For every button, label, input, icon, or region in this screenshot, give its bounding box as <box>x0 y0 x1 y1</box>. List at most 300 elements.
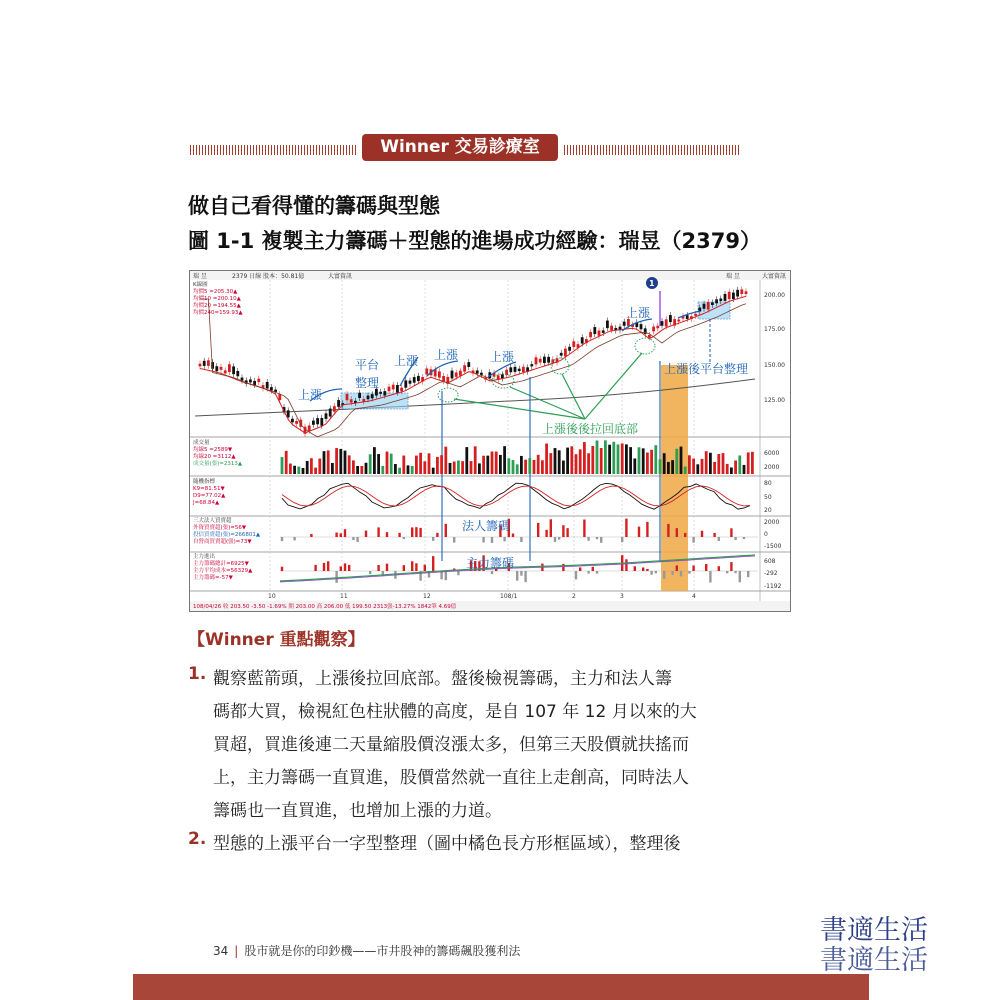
candle <box>329 409 332 417</box>
volume-bar <box>575 454 578 474</box>
main-force-bar <box>340 566 342 571</box>
main-force-bar <box>411 561 413 571</box>
watermark-2: 書適生活 <box>820 945 928 976</box>
orange-highlight-zone <box>661 365 688 591</box>
stock-chart-svg <box>190 271 790 611</box>
page-footer <box>213 942 520 959</box>
x-axis-3: 3 <box>620 593 624 600</box>
x-axis-108-1: 108/1 <box>500 593 518 600</box>
volume-bar <box>377 454 380 474</box>
candle <box>220 367 223 370</box>
institutional-bar <box>545 530 547 537</box>
main-force-bar <box>424 565 426 571</box>
institutional-bar <box>310 534 312 537</box>
institutional-bar <box>734 537 736 540</box>
institutional-bar <box>453 537 455 543</box>
ma-legend-3: 均價20 =194.55▲ <box>193 303 241 309</box>
pullback-circle-4 <box>635 338 655 354</box>
main-axis-neg1192: -1192 <box>764 583 782 590</box>
candle <box>560 353 563 356</box>
volume-bar <box>356 466 359 474</box>
inst-legend-3: 自營商買賣超(張)=73▼ <box>193 539 252 545</box>
volume-bar <box>314 468 317 474</box>
volume-bar <box>365 463 368 474</box>
candle <box>274 390 277 392</box>
volume-bar <box>285 451 288 474</box>
institutional-bar <box>386 532 388 537</box>
candle <box>333 406 336 412</box>
main-force-bar <box>344 563 346 571</box>
institutional-bar <box>625 519 627 537</box>
candle <box>337 400 340 407</box>
candle <box>367 396 370 400</box>
kd-axis-80: 80 <box>764 480 772 487</box>
institutional-bar <box>596 537 598 539</box>
main-force-bar <box>386 564 388 571</box>
volume-bar <box>478 463 481 474</box>
candle <box>358 393 361 398</box>
institutional-bar <box>403 537 405 539</box>
main-force-bar <box>634 566 636 571</box>
inst-axis-0: 0 <box>764 531 768 538</box>
annotation-main-force: 主力籌碼 <box>466 556 515 570</box>
kd-legend-j: J=68.84▲ <box>193 500 220 506</box>
institutional-bar <box>415 527 417 537</box>
chart-stock-name: 瑞 昱 <box>193 273 207 280</box>
item-1-number: 1. <box>188 664 207 684</box>
candle <box>736 290 739 297</box>
volume-bar <box>705 451 708 474</box>
institutional-bar <box>340 533 342 537</box>
volume-bar <box>621 443 624 474</box>
volume-bar <box>486 456 489 474</box>
main-force-bar <box>382 571 384 575</box>
candle <box>278 394 281 400</box>
inst-panel-title: 三大法人買賣超 <box>193 518 232 524</box>
main-force-bar <box>369 571 371 574</box>
institutional-bar <box>335 533 337 537</box>
candle <box>463 365 466 371</box>
candle <box>581 337 584 343</box>
candle <box>707 302 710 310</box>
volume-bar <box>373 447 376 474</box>
institutional-bar <box>491 537 493 543</box>
header-rule-right <box>564 145 740 155</box>
vol-legend-1: 均線5 =2589▼ <box>193 447 233 453</box>
volume-bar <box>554 448 557 474</box>
candle <box>740 289 743 294</box>
volume-bar <box>747 452 750 474</box>
candle <box>467 362 470 367</box>
candle <box>253 381 256 385</box>
main-force-bar <box>524 571 526 582</box>
vol-legend-3: 成交量(張)=2313▲ <box>193 461 243 467</box>
candle <box>724 294 727 301</box>
volume-bar <box>625 444 628 474</box>
annotation-up-2: 上漲 <box>394 354 419 368</box>
volume-bar <box>297 467 300 474</box>
volume-bar <box>558 450 561 474</box>
volume-bar <box>310 458 313 474</box>
institutional-bar <box>554 537 556 542</box>
candle <box>215 366 218 371</box>
main-force-bar <box>579 567 581 571</box>
candle <box>442 376 445 381</box>
item-1-line-2: 碼都大買，檢視紅色柱狀體的高度，是自 107 年 12 月以來的大 <box>213 702 697 722</box>
candle <box>656 326 659 329</box>
institutional-bar <box>558 537 560 540</box>
main-legend-1: 主力籌碼總計=6925▼ <box>193 561 249 567</box>
institutional-bar <box>600 537 602 543</box>
institutional-bar <box>281 537 283 541</box>
volume-bar <box>604 440 607 474</box>
candle <box>379 392 382 394</box>
candle <box>648 335 651 338</box>
annotation-pullback: 上漲後後拉回底部 <box>542 422 639 436</box>
institutional-bar <box>676 528 678 537</box>
volume-bar <box>495 452 498 474</box>
candle <box>270 387 273 390</box>
institutional-bar <box>550 519 552 537</box>
candle <box>602 330 605 333</box>
item-1-line-1: 觀察藍箭頭，上漲後拉回底部。盤後檢視籌碼，主力和法人籌 <box>213 669 672 689</box>
institutional-bar <box>646 522 648 537</box>
item-1-line-5: 籌碼也一直買進，也增加上漲的力道。 <box>213 801 502 821</box>
kline-panel-title: K線圖 <box>193 282 208 288</box>
volume-bar <box>524 460 527 474</box>
candle <box>224 370 227 373</box>
main-force-bar <box>327 561 329 571</box>
vol-legend-2: 均線20 =3112▲ <box>193 454 236 460</box>
volume-bar <box>751 452 754 474</box>
main-force-bar <box>747 571 749 577</box>
annotation-platform-2: 整理 <box>355 376 380 390</box>
volume-bar <box>659 459 662 474</box>
main-force-bar <box>415 563 417 571</box>
main-force-bar <box>709 571 711 583</box>
pullback-circle-1 <box>438 388 458 402</box>
candle <box>400 388 403 392</box>
volume-bar <box>516 464 519 474</box>
figure-title: 圖 1-1 複製主力籌碼＋型態的進場成功經驗：瑞昱（2379） <box>188 229 762 253</box>
volume-bar <box>440 455 443 474</box>
institutional-bar <box>356 537 358 542</box>
candle <box>455 373 458 377</box>
candle <box>417 376 420 381</box>
volume-bar <box>491 451 494 474</box>
institutional-bar <box>667 524 669 537</box>
volume-bar <box>591 446 594 474</box>
main-force-bar <box>587 571 589 574</box>
volume-bar <box>419 453 422 474</box>
main-force-bar <box>739 571 741 582</box>
main-force-bar <box>718 566 720 571</box>
main-force-bar <box>642 567 644 571</box>
volume-bar <box>499 455 502 474</box>
volume-bar <box>722 453 725 474</box>
main-force-bar <box>281 567 283 571</box>
volume-bar <box>411 466 414 474</box>
candle <box>396 385 399 393</box>
candle <box>199 364 202 367</box>
institutional-bar <box>503 537 505 541</box>
candle <box>589 332 592 337</box>
inst-axis-neg1500: -1500 <box>764 543 782 550</box>
main-panel-title: 主力進出 <box>193 554 216 560</box>
annotation-up-4: 上漲 <box>490 350 515 364</box>
volume-bar <box>566 448 569 474</box>
main-force-bar <box>432 556 434 571</box>
volume-bar <box>730 467 733 474</box>
institutional-bar <box>537 523 539 537</box>
candle <box>677 319 680 321</box>
volume-bar <box>709 453 712 474</box>
inst-axis-2000: 2000 <box>764 519 780 526</box>
annotation-up-1: 上漲 <box>298 388 323 402</box>
institutional-bar <box>411 527 413 537</box>
watermark-1: 書適生活 <box>820 915 928 946</box>
candle <box>287 410 290 417</box>
volume-bar <box>461 461 464 474</box>
chart-stock-name-right: 瑞 昱 <box>726 273 740 280</box>
candle <box>388 387 391 391</box>
volume-bar <box>638 447 641 474</box>
volume-bar <box>293 466 296 474</box>
institutional-bar <box>436 533 438 537</box>
institutional-bar <box>377 527 379 537</box>
volume-bar <box>512 460 515 474</box>
book-title: 股市就是你的印鈔機——市井股神的籌碼飆股獲利法 <box>244 944 521 958</box>
main-force-bar <box>680 571 682 576</box>
volume-bar <box>470 461 473 474</box>
candle <box>652 327 655 332</box>
volume-bar <box>684 466 687 474</box>
annotation-platform-1: 平台 <box>355 358 380 372</box>
volume-bar <box>457 460 460 474</box>
candle <box>711 302 714 304</box>
volume-bar <box>528 458 531 474</box>
candle <box>610 326 613 331</box>
volume-bar <box>432 468 435 474</box>
candle <box>409 381 412 384</box>
candle <box>547 357 550 363</box>
candle <box>236 371 239 376</box>
main-force-bar <box>335 571 337 583</box>
candle <box>316 418 319 424</box>
institutional-bar <box>621 537 623 542</box>
chart-bottom-info: 108/04/26 收 203.50 -3.50 -1.69% 開 203.00 高 206.00 低 199.50 2313張-13.27% 1842筆 4.69億 <box>193 604 457 610</box>
main-axis-608: 608 <box>764 558 776 565</box>
main-force-bar <box>445 571 447 580</box>
volume-bar <box>394 464 397 474</box>
main-force-bar <box>562 564 564 571</box>
volume-bar <box>520 456 523 474</box>
main-force-bar <box>314 565 316 571</box>
candle <box>476 370 479 373</box>
volume-bar <box>688 455 691 474</box>
candle <box>745 291 748 294</box>
volume-bar <box>667 462 670 474</box>
volume-bar <box>369 454 372 474</box>
volume-bar <box>562 461 565 474</box>
volume-bar <box>663 453 666 474</box>
volume-bar <box>507 458 510 474</box>
volume-bar <box>335 448 338 474</box>
candle <box>295 421 298 424</box>
volume-bar <box>570 446 573 474</box>
main-force-bar <box>671 571 673 575</box>
volume-bar <box>642 448 645 474</box>
volume-bar <box>398 468 401 474</box>
volume-bar <box>646 453 649 474</box>
candle <box>568 347 571 351</box>
section-title: 做自己看得懂的籌碼與型態 <box>188 194 440 218</box>
volume-bar <box>583 442 586 474</box>
candle <box>530 364 533 366</box>
candle <box>438 371 441 377</box>
volume-bar <box>713 462 716 474</box>
candle <box>665 319 668 326</box>
main-force-bar <box>646 569 648 571</box>
candle <box>535 357 538 364</box>
section-badge: Winner 交易診療室 <box>362 134 558 161</box>
volume-bar <box>654 445 657 474</box>
candle <box>350 399 353 402</box>
candle <box>325 413 328 419</box>
ma-legend-1: 均價5 =205.30▲ <box>193 289 238 295</box>
volume-bar <box>545 444 548 474</box>
volume-bar <box>402 456 405 474</box>
volume-bar <box>696 464 699 474</box>
item-2-number: 2. <box>188 829 207 849</box>
candle <box>640 324 643 329</box>
stock-chart-figure <box>189 270 791 612</box>
volume-bar <box>629 447 632 474</box>
institutional-bar <box>293 537 295 540</box>
main-legend-2: 主力平均成本=56329▲ <box>193 568 253 574</box>
institutional-bar <box>587 537 589 541</box>
candle <box>383 391 386 395</box>
volume-bar <box>331 463 334 474</box>
volume-bar <box>701 459 704 474</box>
institutional-bar <box>718 537 720 541</box>
volume-bar <box>537 455 540 474</box>
volume-bar <box>680 447 683 474</box>
chart-source-right: 大富資訊 <box>762 273 787 280</box>
candle <box>627 319 630 326</box>
main-axis-neg292: -292 <box>764 570 778 577</box>
observation-heading: 【Winner 重點觀察】 <box>188 630 365 650</box>
main-force-bar <box>323 563 325 571</box>
candle <box>320 418 323 426</box>
price-axis-150: 150.00 <box>764 362 785 369</box>
main-force-bar <box>625 559 627 571</box>
volume-bar <box>692 459 695 474</box>
candle <box>404 380 407 387</box>
x-axis-2: 2 <box>572 593 576 600</box>
institutional-bar <box>344 529 346 537</box>
page-number: 34 <box>213 944 229 958</box>
institutional-bar <box>701 531 703 537</box>
main-legend-3: 主力籌碼=-57▼ <box>193 575 233 581</box>
item-1-line-3: 買超，買進後連二天量縮股價沒漲太多，但第三天股價就扶搖而 <box>213 735 689 755</box>
volume-bar <box>381 466 384 474</box>
main-force-bar <box>676 565 678 571</box>
candle <box>203 361 206 366</box>
volume-bar <box>453 461 456 474</box>
volume-bar <box>306 461 309 474</box>
institutional-bar <box>743 537 745 539</box>
candle <box>703 304 706 309</box>
institutional-bar <box>419 528 421 537</box>
candle <box>228 364 231 372</box>
annotation-up-5: 上漲 <box>626 306 651 320</box>
candle <box>572 341 575 347</box>
candle <box>346 394 349 400</box>
candle <box>518 369 521 371</box>
candle <box>249 379 252 382</box>
institutional-bar <box>398 533 400 537</box>
chart-source-left: 大富資訊 <box>328 273 353 280</box>
candle <box>257 379 260 382</box>
price-axis-175: 175.00 <box>764 326 785 333</box>
x-axis-10: 10 <box>268 593 276 600</box>
volume-bar <box>474 446 477 474</box>
volume-bar <box>386 452 389 474</box>
institutional-bar <box>692 537 694 543</box>
inst-legend-1: 外資買賣超(張)=56▼ <box>193 525 247 531</box>
marker-1-label: 1 <box>649 279 655 288</box>
candle <box>509 367 512 372</box>
x-axis-12: 12 <box>423 593 431 600</box>
candle <box>623 322 626 326</box>
main-force-bar <box>377 565 379 571</box>
candle <box>522 367 525 372</box>
candle <box>669 315 672 322</box>
kd-legend-d: D9=77.02▲ <box>193 493 226 499</box>
volume-bar <box>738 455 741 474</box>
candle <box>459 371 462 376</box>
volume-bar <box>608 445 611 474</box>
volume-bar <box>600 448 603 474</box>
institutional-bar <box>638 527 640 537</box>
volume-bar <box>318 459 321 474</box>
volume-bar <box>423 461 426 474</box>
candle <box>413 377 416 383</box>
institutional-bar <box>445 524 447 537</box>
candle <box>539 359 542 363</box>
annotation-up-3: 上漲 <box>434 348 459 362</box>
candle <box>207 360 210 366</box>
volume-bar <box>503 446 506 474</box>
price-axis-200: 200.00 <box>764 292 785 299</box>
kd-axis-50: 50 <box>764 494 772 501</box>
candle <box>308 425 311 430</box>
volume-bar <box>302 468 305 474</box>
volume-bar <box>587 453 590 474</box>
candle <box>564 349 567 357</box>
volume-bar <box>444 447 447 474</box>
volume-bar <box>650 450 653 474</box>
candle <box>514 367 517 372</box>
main-force-bar <box>592 567 594 571</box>
candle <box>480 373 483 375</box>
candle <box>266 382 269 389</box>
institutional-bar <box>512 534 514 537</box>
main-force-bar <box>663 571 665 579</box>
volume-bar <box>549 453 552 474</box>
volume-bar <box>633 458 636 474</box>
